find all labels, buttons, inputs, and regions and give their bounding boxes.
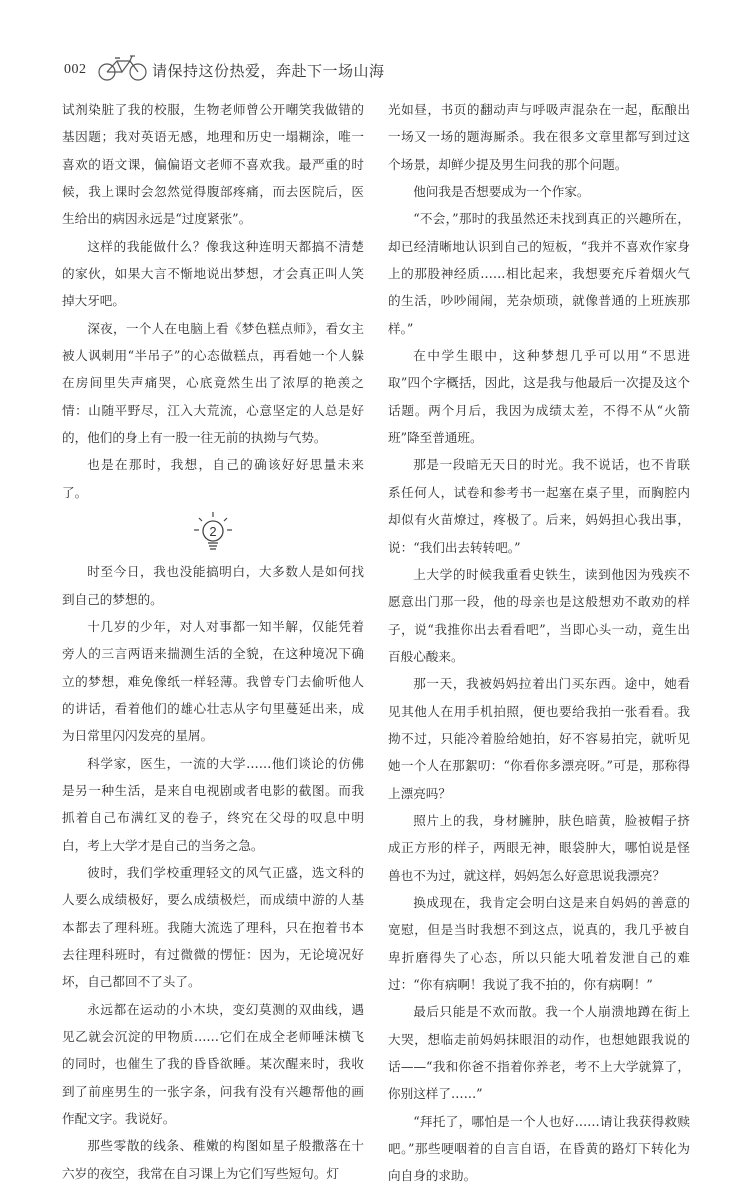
book-title: 请保持这份热爱，奔赴下一场山海	[152, 62, 385, 80]
paragraph: 光如昼，书页的翻动声与呼吸声混杂在一起，酝酿出一场又一场的题海厮杀。我在很多文章里都写到过这个场景，却鲜少提及男生问我的那个问题。	[388, 102, 690, 172]
paragraph: “拜托了，哪怕是一个人也好……请让我获得救赎吧。”那些哽咽着的自言自语，在昏黄的路灯下转化为向自身的求助。	[388, 1113, 690, 1184]
paragraph: 科学家，医生，一流的大学……他们谈论的仿佛是另一种生活，是来自电视剧或者电影的截图。而我抓着自己布满红叉的卷子，终究在父母的叹息中明白，考上大学才是自己的当务之急。	[62, 755, 364, 853]
paragraph: 他问我是否想要成为一个作家。	[413, 184, 590, 200]
paragraph: 十几岁的少年，对人对事都一知半解，仅能凭着旁人的三言两语来揣测生活的全貌，在这种境况下确立的梦想，难免像纸一样轻薄。我曾专门去偷听他人的讲话，看着他们的雄心壮志从字句里蔓延出来，成为日常里闪闪发亮的星屑。	[62, 618, 364, 744]
paragraph: 也是在那时，我想，自己的确该好好思量未来了。	[62, 457, 364, 500]
paragraph: 上大学的时候我重看史铁生，读到他因为残疾不愿意出门那一段，他的母亲也是这般想劝不敢劝的样子，说“我推你出去看看吧”，当即心头一动，竟生出百般心酸来。	[388, 566, 690, 664]
paragraph: 在中学生眼中，这种梦想几乎可以用“不思进取”四个字概括，因此，这是我与他最后一次提及这个话题。两个月后，我因为成绩太差，不得不从“火箭班”降至普通班。	[388, 348, 690, 446]
paragraph: 试剂染脏了我的校服，生物老师曾公开嘲笑我做错的基因题；我对英语无感，地理和历史一塌糊涂，唯一喜欢的语文课，偏偏语文老师不喜欢我。最严重的时候，我上课时会忽然觉得腹部疼痛，而去医院后，医生给出的病因永远是“过度紧张”。	[62, 102, 364, 227]
paragraph: 那是一段暗无天日的时光。我不说话，也不肯联系任何人，试卷和参考书一起塞在桌子里，而胸腔内却似有火苗燎过，疼极了。后来，妈妈担心我出事，说：“我们出去转转吧。”	[388, 457, 690, 555]
page-header	[64, 52, 694, 88]
section-number: 2	[209, 524, 217, 540]
paragraph: 深夜，一个人在电脑上看《梦色糕点师》，看女主被人讽刺用“半吊子”的心态做糕点，再看她一个人躲在房间里失声痛哭，心底竟然生出了浓厚的艳羡之情：山随平野尽，江入大荒流，心意坚定的人总是好的，他们的身上有一股一往无前的执拗与气势。	[62, 320, 364, 446]
paragraph: 换成现在，我肯定会明白这是来自妈妈的善意的宽慰，但是当时我想不到这点，说真的，我几乎被自卑折磨得失了心态，所以只能大吼着发泄自己的难过：“你有病啊！我说了我不拍的，你有病啊！”	[388, 894, 690, 992]
page-number: 002	[64, 62, 87, 77]
left-column	[62, 96, 364, 1187]
paragraph: 那一天，我被妈妈拉着出门买东西。途中，她看见其他人在用手机拍照，便也要给我拍一张看看。我拗不过，只能冷着脸给她拍，好不容易拍完，就听见她一个人在那絮叨：“你看你多漂亮呀。”可是，那称得上漂亮吗？	[388, 676, 690, 801]
paragraph: 那些零散的线条、稚嫩的构图如星子般撒落在十六岁的夜空，我常在自习课上为它们写些短句。灯	[62, 1138, 364, 1181]
paragraph: 照片上的我，身材臃肿，肤色暗黄，脸被帽子挤成正方形的样子，两眼无神，眼袋肿大，哪怕说是怪兽也不为过，就这样，妈妈怎么好意思说我漂亮？	[388, 812, 690, 883]
right-column	[388, 96, 690, 1190]
section-divider	[62, 506, 364, 558]
paragraph: 永远都在运动的小木块，变幻莫测的双曲线，遇见乙就会沉淀的甲物质……它们在成全老师唾沫横飞的同时，也催生了我的昏昏欲睡。某次醒来时，我收到了前座男生的一张字条，问我有没有兴趣帮他的画作配文字。我说好。	[62, 1001, 364, 1127]
paragraph: 最后只能是不欢而散。我一个人崩溃地蹲在街上大哭，想临走前妈妈抹眼泪的动作，也想她跟我说的话——“我和你爸不指着你养老，考不上大学就算了，你别这样了……”	[388, 1004, 690, 1102]
paragraph: 时至今日，我也没能搞明白，大多数人是如何找到自己的梦想的。	[62, 564, 364, 607]
paragraph: “不会，”那时的我虽然还未找到真正的兴趣所在，却已经清晰地认识到自己的短板，“我并不喜欢作家身上的那股神经质……相比起来，我想要充斥着烟火气的生活，吵吵闹闹，芜杂烦琐，就像普通的上班族那样。”	[388, 211, 690, 336]
paragraph: 这样的我能做什么？像我这种连明天都搞不清楚的家伙，如果大言不惭地说出梦想，才会真正叫人笑掉大牙吧。	[62, 238, 364, 309]
lightbulb-icon	[191, 511, 235, 553]
bicycle-icon	[97, 52, 149, 82]
paragraph: 彼时，我们学校重理轻文的风气正盛，选文科的人要么成绩极好，要么成绩极烂，而成绩中游的人基本都去了理科班。我随大流选了理科，只在抱着书本去往理科班时，有过微微的愣怔：因为，无论境况好坏，自己都回不了头了。	[62, 864, 364, 990]
